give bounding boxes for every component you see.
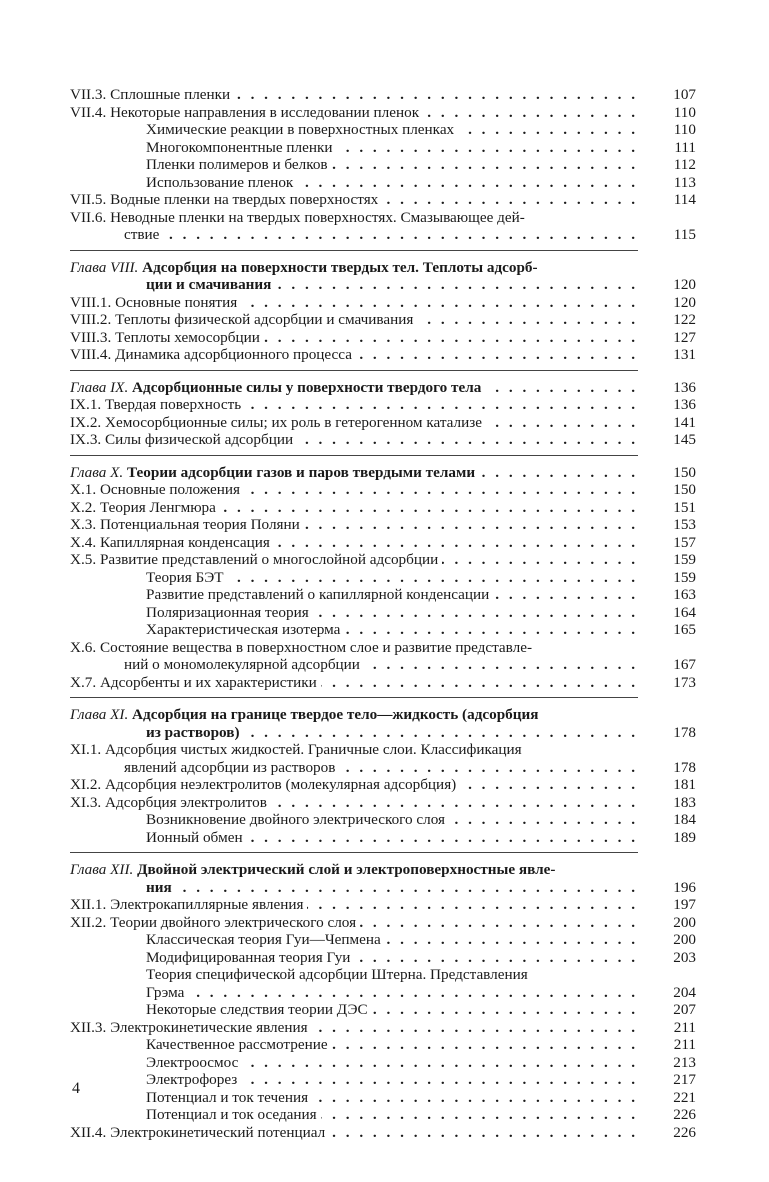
entry-line-text	[70, 516, 304, 533]
entry-line-text	[146, 174, 297, 191]
leader-line	[70, 1019, 638, 1037]
leader-line	[146, 569, 638, 587]
entry-line-text	[70, 776, 460, 793]
toc-entry	[70, 139, 696, 157]
entry-label: XI.3.	[70, 793, 102, 811]
entry-text: Теория Ленгмюра	[99, 498, 216, 516]
entry-label: X.7.	[70, 673, 97, 691]
toc-entry	[70, 294, 696, 312]
entry-text: Хемосорбционные силы; их роль в гетерогенном катализе	[105, 413, 482, 431]
entry-line-text	[146, 1106, 321, 1123]
entry-label: XI.2.	[70, 776, 102, 793]
entry-text: Электрокапиллярные явления	[110, 896, 304, 913]
entry-text: Электрокинетические явления	[110, 1018, 308, 1036]
page-ref: 207	[673, 1001, 696, 1018]
leader-line	[70, 346, 638, 364]
entry-text: Развитие представлений о капиллярной конденсации	[146, 586, 490, 603]
page-ref: 211	[673, 1018, 696, 1036]
leader-line	[146, 724, 638, 742]
chapter-title: Адсорбция на границе твердое тело—жидкость (адсорбция	[132, 706, 539, 723]
toc-entry	[70, 569, 696, 587]
toc-entry	[70, 121, 696, 139]
leader-line	[146, 811, 638, 829]
chapter-title-line	[70, 706, 696, 724]
page-ref: 203	[673, 948, 696, 966]
chapter-title-line	[70, 464, 479, 481]
page-ref: 120	[673, 276, 696, 293]
toc-entry	[70, 174, 696, 192]
page-ref: 196	[673, 878, 696, 896]
leader-line	[146, 879, 638, 897]
entry-text-cont: Грэма	[146, 984, 188, 1001]
page-ref: 200	[673, 931, 696, 948]
entry-text: Основные понятия	[115, 293, 238, 311]
toc-entry	[70, 741, 696, 776]
entry-text: Многокомпонентные пленки	[146, 138, 333, 156]
leader-line	[146, 949, 638, 967]
entry-line-text	[70, 209, 696, 227]
entry-text: Теория БЭТ	[146, 568, 224, 586]
page-ref: 165	[673, 621, 696, 638]
leader-line	[70, 311, 638, 329]
entry-line-text	[70, 396, 245, 413]
toc-entry	[70, 1019, 696, 1037]
entry-line-text	[70, 551, 442, 568]
entry-text: Электрофорез	[146, 1071, 238, 1088]
toc-entry	[70, 949, 696, 967]
leader-line	[146, 139, 638, 157]
page-ref: 136	[673, 396, 696, 413]
page-ref: 159	[673, 551, 696, 568]
chapter-prefix: Глава IX.	[70, 378, 129, 396]
entry-line-text	[70, 914, 360, 931]
toc-entry	[70, 1106, 696, 1124]
entry-text: Водные пленки на твердых поверхностях	[110, 191, 379, 208]
toc-entry	[70, 551, 696, 569]
chapter-divider	[70, 455, 638, 456]
page-ref: 159	[673, 568, 696, 586]
leader-line	[70, 1124, 638, 1142]
table-of-contents	[70, 86, 696, 1141]
toc-entry	[70, 896, 696, 914]
toc-entry	[70, 586, 696, 604]
entry-label: IX.2.	[70, 413, 102, 431]
toc-entry	[70, 259, 696, 294]
leader-line	[70, 86, 638, 104]
chapter-prefix: Глава XI.	[70, 706, 129, 723]
entry-label: VIII.2.	[70, 311, 112, 328]
leader-line	[70, 794, 638, 812]
leader-line	[146, 174, 638, 192]
entry-text: Динамика адсорбционного процесса	[115, 346, 352, 363]
toc-entry	[70, 431, 696, 449]
toc-entry	[70, 966, 696, 1001]
entry-text-cont: ний о мономолекулярной адсорбции	[124, 656, 364, 673]
page-ref: 150	[673, 481, 696, 498]
entry-line-text	[146, 1071, 241, 1088]
page-ref: 211	[673, 1036, 696, 1053]
toc-entry	[70, 329, 696, 347]
page-ref: 145	[673, 431, 696, 448]
entry-text: Классическая теория Гуи—Чепмена	[146, 931, 381, 948]
leader-line	[146, 1036, 638, 1054]
toc-entry	[70, 1054, 696, 1072]
page-ref: 136	[673, 378, 696, 396]
entry-text: Адсорбция чистых жидкостей. Граничные слои. Классификация	[105, 741, 522, 758]
toc-entry	[70, 1071, 696, 1089]
entry-line-text	[70, 191, 382, 208]
toc-entry	[70, 794, 696, 812]
page-number: 4	[72, 1080, 80, 1097]
leader-line	[124, 759, 638, 777]
entry-text: Некоторые направления в исследовании пленок	[110, 103, 420, 121]
leader-line	[70, 396, 638, 414]
chapter-title-line	[70, 259, 696, 277]
entry-line-text	[146, 1036, 332, 1053]
toc-entry	[70, 931, 696, 949]
chapter-title-cont: из растворов)	[146, 724, 244, 741]
page-ref: 122	[673, 311, 696, 328]
entry-line-text	[146, 811, 449, 828]
leader-line	[70, 551, 638, 569]
chapter-title-cont: ции и смачивания	[146, 276, 275, 293]
entry-line-text	[70, 499, 220, 516]
chapter-divider	[70, 697, 638, 698]
entry-label: IX.1.	[70, 396, 102, 413]
page-ref: 120	[673, 293, 696, 311]
entry-label: X.2.	[70, 498, 97, 516]
entry-line-text	[70, 481, 244, 498]
entry-line-text	[146, 949, 354, 966]
leader-line	[70, 104, 638, 122]
toc-entry	[70, 639, 696, 674]
entry-line-text	[70, 311, 417, 328]
toc-entry	[70, 311, 696, 329]
entry-label: X.3.	[70, 516, 97, 533]
page-ref: 127	[673, 328, 696, 346]
toc-entry	[70, 156, 696, 174]
toc-entry	[70, 346, 696, 364]
leader-line	[70, 516, 638, 534]
toc-entry	[70, 914, 696, 932]
chapter-title-line	[70, 379, 485, 396]
toc-entry	[70, 209, 696, 244]
entry-line-text	[146, 604, 313, 621]
leader-line	[146, 1089, 638, 1107]
page-ref: 197	[673, 896, 696, 913]
entry-text-cont: ствие	[124, 226, 163, 243]
chapter-prefix: Глава VIII.	[70, 258, 139, 276]
entry-line-text	[70, 534, 274, 551]
chapter-title: Теории адсорбции газов и паров твердыми телами	[126, 463, 476, 481]
page-ref: 115	[673, 226, 696, 243]
entry-label: XII.3.	[70, 1018, 107, 1036]
leader-line	[146, 1071, 638, 1089]
entry-text: Теория специфической адсорбции Штерна. Представления	[146, 966, 528, 983]
page-ref: 157	[673, 533, 696, 551]
entry-line-text	[70, 966, 696, 984]
entry-label: VIII.1.	[70, 293, 112, 311]
toc-entry	[70, 414, 696, 432]
entry-text: Адсорбция неэлектролитов (молекулярная адсорбция)	[105, 776, 457, 793]
leader-line	[124, 656, 638, 674]
page-ref: 221	[673, 1088, 696, 1106]
leader-line	[146, 121, 638, 139]
entry-line-text	[70, 794, 271, 811]
page-ref: 189	[673, 828, 696, 846]
chapter-prefix: Глава X.	[70, 463, 124, 481]
toc-entry	[70, 464, 696, 482]
page-ref: 204	[673, 983, 696, 1001]
chapter-title: Адсорбционные силы у поверхности твердого тела	[132, 378, 482, 396]
entry-text: Характеристическая изотерма	[146, 621, 341, 638]
entry-text: Теплоты хемосорбции	[115, 328, 260, 346]
leader-line	[70, 464, 638, 482]
entry-line-text	[146, 1089, 312, 1106]
entry-text: Использование пленок	[146, 173, 294, 191]
entry-text: Возникновение двойного электрического слоя	[146, 811, 446, 828]
chapter-title: Адсорбция на поверхности твердых тел. Теплоты адсорб-	[142, 258, 538, 276]
entry-text: Электрокинетический потенциал	[110, 1123, 326, 1141]
entry-text: Потенциал и ток оседания	[146, 1106, 317, 1123]
page-ref: 113	[673, 173, 696, 191]
entry-line-text	[70, 674, 321, 691]
leader-line	[70, 674, 638, 692]
toc-entry	[70, 104, 696, 122]
leader-line	[146, 156, 638, 174]
toc-entry	[70, 191, 696, 209]
leader-line	[70, 379, 638, 397]
entry-line-text	[70, 1124, 329, 1141]
leader-line	[70, 191, 638, 209]
entry-label: VII.4.	[70, 103, 107, 121]
entry-label: VII.3.	[70, 86, 107, 103]
entry-text: Потенциальная теория Поляни	[99, 516, 300, 533]
page-ref: 131	[673, 346, 696, 363]
toc-entry	[70, 829, 696, 847]
leader-line	[70, 534, 638, 552]
leader-line	[70, 414, 638, 432]
entry-line-text	[146, 121, 458, 138]
toc-entry	[70, 811, 696, 829]
toc-entry	[70, 516, 696, 534]
leader-line	[70, 431, 638, 449]
toc-entry	[70, 1001, 696, 1019]
entry-text: Основные положения	[99, 481, 241, 498]
toc-entry	[70, 776, 696, 794]
entry-text: Химические реакции в поверхностных пленках	[146, 121, 455, 138]
entry-text: Потенциал и ток течения	[146, 1088, 309, 1106]
entry-text: Сплошные пленки	[110, 86, 231, 103]
entry-label: IX.3.	[70, 431, 102, 448]
entry-line-text	[146, 621, 344, 638]
entry-label: XII.2.	[70, 913, 107, 931]
entry-line-text	[70, 1019, 312, 1036]
entry-line-text	[70, 639, 696, 657]
entry-text: Состояние вещества в поверхностном слое и развитие представле-	[99, 638, 532, 656]
chapter-divider	[70, 370, 638, 371]
entry-line-text	[146, 569, 228, 586]
page-ref: 111	[674, 138, 696, 156]
leader-line	[146, 984, 638, 1002]
entry-label: VIII.3.	[70, 328, 112, 346]
entry-line-text	[146, 156, 332, 173]
page-ref: 110	[673, 121, 696, 138]
toc-entry	[70, 86, 696, 104]
chapter-divider	[70, 852, 638, 853]
entry-text: Адсорбция электролитов	[105, 793, 267, 811]
leader-line	[70, 499, 638, 517]
page-ref: 213	[673, 1053, 696, 1071]
entry-label: VII.6.	[70, 208, 107, 226]
entry-text: Модифицированная теория Гуи	[146, 948, 351, 966]
page-ref: 163	[673, 586, 696, 603]
leader-line	[70, 896, 638, 914]
toc-entry	[70, 481, 696, 499]
entry-line-text	[70, 741, 696, 759]
toc-entry	[70, 1124, 696, 1142]
leader-line	[146, 621, 638, 639]
toc-entry	[70, 604, 696, 622]
entry-text: Ионный обмен	[146, 828, 243, 846]
leader-line	[146, 1001, 638, 1019]
leader-line	[146, 276, 638, 294]
page-ref: 226	[673, 1106, 696, 1123]
entry-line-text	[70, 346, 356, 363]
page-ref: 153	[673, 516, 696, 533]
page-ref: 183	[673, 793, 696, 811]
toc-entry	[70, 674, 696, 692]
entry-label: XI.1.	[70, 741, 102, 758]
toc-entry	[70, 621, 696, 639]
page-ref: 181	[673, 776, 696, 793]
entry-label: X.6.	[70, 638, 97, 656]
leader-line	[146, 931, 638, 949]
entry-text-cont: явлений адсорбции из растворов	[124, 759, 339, 776]
leader-line	[146, 1106, 638, 1124]
page-ref: 167	[673, 656, 696, 673]
toc-entry	[70, 1036, 696, 1054]
entry-line-text	[70, 86, 234, 103]
entry-text: Электроосмос	[146, 1053, 239, 1071]
entry-text: Теории двойного электрического слоя	[110, 913, 357, 931]
page-ref: 107	[673, 86, 696, 103]
entry-line-text	[146, 139, 337, 156]
page-ref: 150	[673, 463, 696, 481]
entry-text: Пленки полимеров и белков	[146, 156, 328, 173]
entry-line-text	[146, 1001, 372, 1018]
toc-entry	[70, 396, 696, 414]
entry-text: Силы физической адсорбции	[105, 431, 294, 448]
page-ref: 178	[673, 723, 696, 741]
leader-line	[146, 586, 638, 604]
page-ref: 217	[673, 1071, 696, 1088]
leader-line	[146, 604, 638, 622]
leader-line	[70, 481, 638, 499]
leader-line	[70, 329, 638, 347]
entry-label: VIII.4.	[70, 346, 112, 363]
entry-line-text	[146, 1054, 242, 1071]
entry-text: Развитие представлений о многослойной адсорбции	[99, 551, 439, 568]
entry-line-text	[146, 931, 385, 948]
entry-text: Твердая поверхность	[105, 396, 242, 413]
leader-line	[124, 226, 638, 244]
entry-text: Теплоты физической адсорбции и смачивания	[115, 311, 414, 328]
entry-line-text	[70, 896, 307, 913]
toc-entry	[70, 1089, 696, 1107]
entry-line-text	[70, 329, 264, 346]
entry-label: VII.5.	[70, 191, 107, 208]
entry-label: XII.1.	[70, 896, 107, 913]
toc-entry	[70, 499, 696, 517]
entry-text: Качественное рассмотрение	[146, 1036, 328, 1053]
chapter-divider	[70, 250, 638, 251]
toc-entry	[70, 706, 696, 741]
entry-line-text	[146, 586, 493, 603]
toc-entry	[70, 534, 696, 552]
chapter-title-cont: ния	[146, 879, 176, 896]
entry-label: X.4.	[70, 533, 97, 551]
page-ref: 164	[673, 603, 696, 621]
entry-line-text	[146, 829, 247, 846]
page-ref: 112	[673, 156, 696, 173]
page-ref: 141	[673, 413, 696, 431]
entry-text: Адсорбенты и их характеристики	[99, 673, 317, 691]
entry-label: X.1.	[70, 481, 97, 498]
leader-line	[146, 829, 638, 847]
leader-line	[70, 294, 638, 312]
leader-line	[146, 1054, 638, 1072]
toc-entry	[70, 379, 696, 397]
entry-text: Неводные пленки на твердых поверхностях. Смазывающее дей-	[110, 208, 525, 226]
entry-line-text	[70, 414, 486, 431]
chapter-title: Двойной электрический слой и электроповерхностные явле-	[137, 861, 556, 878]
entry-text: Капиллярная конденсация	[99, 533, 270, 551]
entry-line-text	[70, 294, 241, 311]
page-ref: 110	[673, 103, 696, 121]
page-ref: 184	[673, 811, 696, 828]
page-ref: 200	[673, 913, 696, 931]
leader-line	[70, 776, 638, 794]
page-ref: 178	[673, 758, 696, 776]
chapter-title-line	[70, 861, 696, 879]
leader-line	[70, 914, 638, 932]
page-ref: 226	[673, 1123, 696, 1141]
chapter-prefix: Глава XII.	[70, 861, 134, 878]
entry-text: Некоторые следствия теории ДЭС	[146, 1001, 368, 1018]
page-ref: 151	[673, 498, 696, 516]
toc-entry	[70, 861, 696, 896]
page-ref: 114	[673, 191, 696, 208]
entry-line-text	[70, 431, 297, 448]
entry-label: XII.4.	[70, 1123, 107, 1141]
entry-text: Поляризационная теория	[146, 603, 309, 621]
page-ref: 173	[673, 673, 696, 691]
entry-label: X.5.	[70, 551, 97, 568]
entry-line-text	[70, 104, 423, 121]
